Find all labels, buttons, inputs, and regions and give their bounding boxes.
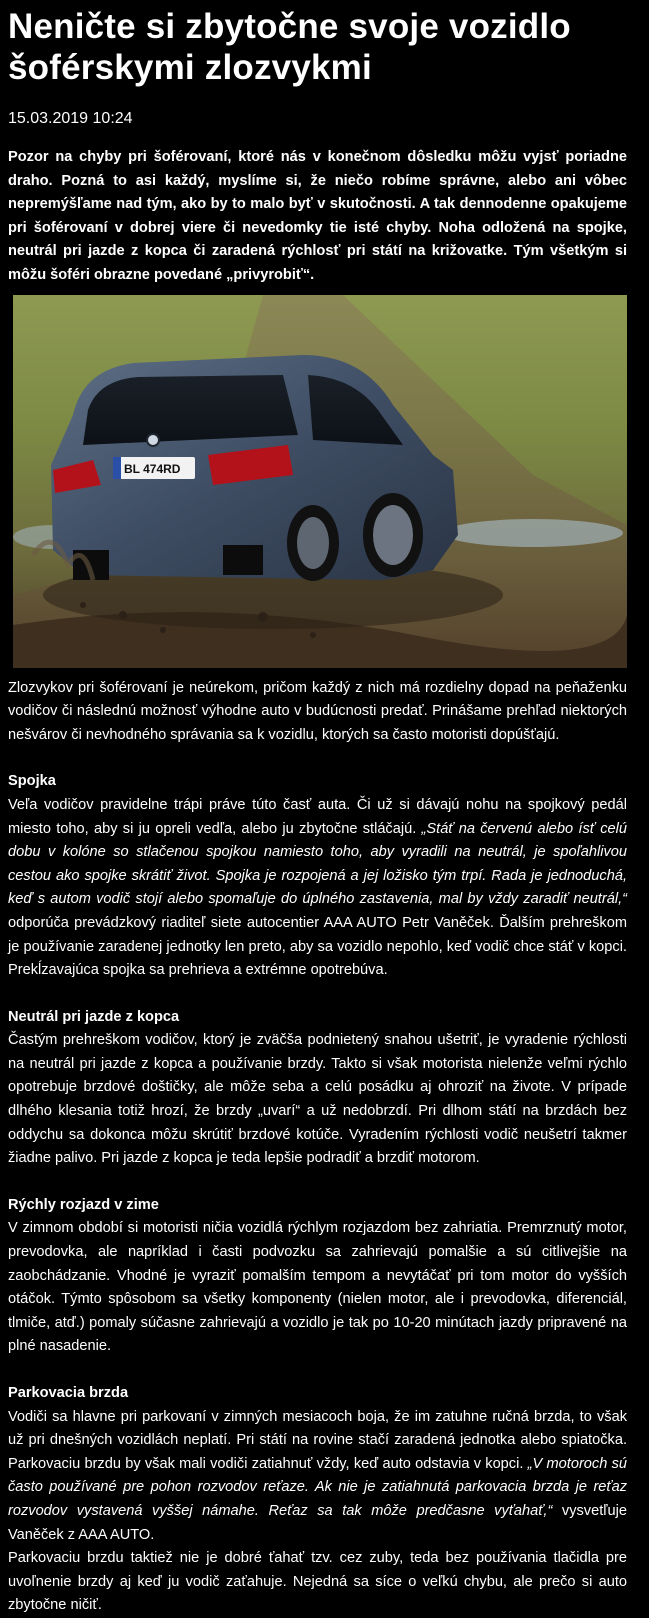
article-intro: Zlozvykov pri šoférovaní je neúrekom, pričom každý z nich má rozdielny dopad na peňaženku vodičov či následnú možnosť výhodne auto v budúcnosti predať. Prinášame prehľad niektorých nešvárov či nevhodného správania sa k vozidlu, ktorých sa často motoristi dopúšťajú. [8,679,627,743]
article-title: Neničte si zbytočne svoje vozidlo šoférskymi zlozvykmi [8,7,571,87]
section-text-parkovacia-brzda-2: Parkovaciu brzdu taktiež nie je dobré ťahať tzv. cez zuby, teda bez používania tlačidla pre uvoľnenie brzdy aj keď ju vodič zaťahuje. Nejedná sa síce o veľkú chybu, ale prečo si auto zbytočne ničiť. [8,1550,627,1614]
section-text-part: Veľa vodičov pravidelne trápi práve túto časť auta. Či už si dávajú nohu na spojkový pedál miesto toho, aby si ju opreli vedľa, alebo ju zbytočne stláčajú. [8,796,627,837]
section-text-part: Vodiči sa hlavne pri parkovaní v zimných mesiacoch boja, že im zatuhne ručná brzda, to však už pri dnešných vozidlách neplatí. Pri státí na rovine stačí zaradená jednotka alebo spiatočka. Parkovaciu brzdu by však mali vodiči zatiahnuť vždy, keď auto odstavia v kopci. [8,1408,627,1472]
section-text-spojka [8,794,627,983]
quote-text: „V motoroch sú často používané pre pohon rozvodov reťaze. Ak nie je zatiahnutá parkovacia brzda je reťaz rozvodov vystavená vyššej námahe. Reťaz sa tak môže predčasne vyťahať,“ [8,1455,627,1519]
section-heading-neutral: Neutrál pri jazde z kopca [8,1008,180,1025]
section-text-neutral: Častým prehreškom vodičov, ktorý je zväčša podnietený snahou ušetriť, je vyradenie rýchlosti na neutrál pri jazde z kopca a používanie brzdy. Takto si však motorista nielenže veľmi rýchlo opotrebuje brzdové doštičky, ale môže seba a celú posádku aj ohroziť na živote. V prípade dlhého klesania totiž hrozí, že brzdy „uvarí“ a už nedobrzdí. Pri dlhom státí na brzdách bez oddychu sa dokonca môžu skrútiť brzdové kotúče. Vyradením rýchlosti vodič neušetrí takmer žiadne palivo. Pri jazde z kopca je teda lepšie podradiť a brzdiť motorom. [8,1032,627,1167]
section-heading-spojka: Spojka [8,773,56,790]
article-date: 15.03.2019 10:24 [8,110,133,127]
section-heading-parkovacia-brzda: Parkovacia brzda [8,1385,129,1401]
article-lead: Pozor na chyby pri šoférovaní, ktoré nás v konečnom dôsledku môžu vyjsť poriadne draho. Pozná to asi každý, myslíme si, že niečo robíme správne, alebo ani vôbec nepremýšľame nad tým, ako by to malo byť v skutočnosti. A tak dennodenne opakujeme pri šoférovaní v dobrej viere či nevedomky tie isté chyby. Noha odložená na spojke, neutrál pri jazde z kopca či zaradená rýchlosť pri státí na križovatke. Tým všetkým si môžu šoféri obrazne povedané „privyrobiť“. [8,149,627,283]
section-text-part: vysvetľuje Vaněček z AAA AUTO. [8,1502,627,1543]
section-text-parkovacia-brzda [8,1406,627,1548]
license-plate-text: BL 474RD [124,461,181,476]
quote-text: „Stáť na červenú alebo ísť celú dobu v kolóne so stlačenou spojkou namiesto toho, aby vyradili na neutrál, je spoľahlivou cestou ako spojke skrátiť život. Spojka je rozpojená a jej ložisko tým trpí. Rada je jednoduchá, keď s autom vodič stojí alebo spomaľuje do úplného zastavenia, mal by vždy zaradiť neutrál,“ [8,820,627,908]
section-heading-rozjazd: Rýchly rozjazd v zime [8,1196,159,1213]
hero-image [13,295,627,668]
section-text-part: odporúča prevádzkový riaditeľ siete autocentier AAA AUTO Petr Vaněček. Ďalším prehreškom je používanie zaradenej jednotky len preto, aby sa vozidlo nepohlo, keď vodič chce stáť v kopci. Prekĺzavajúca spojka sa prehrieva a extrémne opotrebúva. [8,914,627,979]
section-text-rozjazd: V zimnom období si motoristi ničia vozidlá rýchlym rozjazdom bez zahriatia. Premrznutý motor, prevodovka, ale napríklad i časti podvozku sa zahrievajú pomalšie a sú citlivejšie na zaobchádzanie. Vhodné je vyraziť pomalším tempom a nevytáčať pri tom motor do vyšších otáčok. Týmto spôsobom sa všetky komponenty (nielen motor, ale i prevodovka, diferenciál, tlmiče, atď.) pomaly súčasne zahrievajú a vozidlo je tak po 10-20 minútach jazdy pripravené na plné nasadenie. [8,1220,627,1355]
